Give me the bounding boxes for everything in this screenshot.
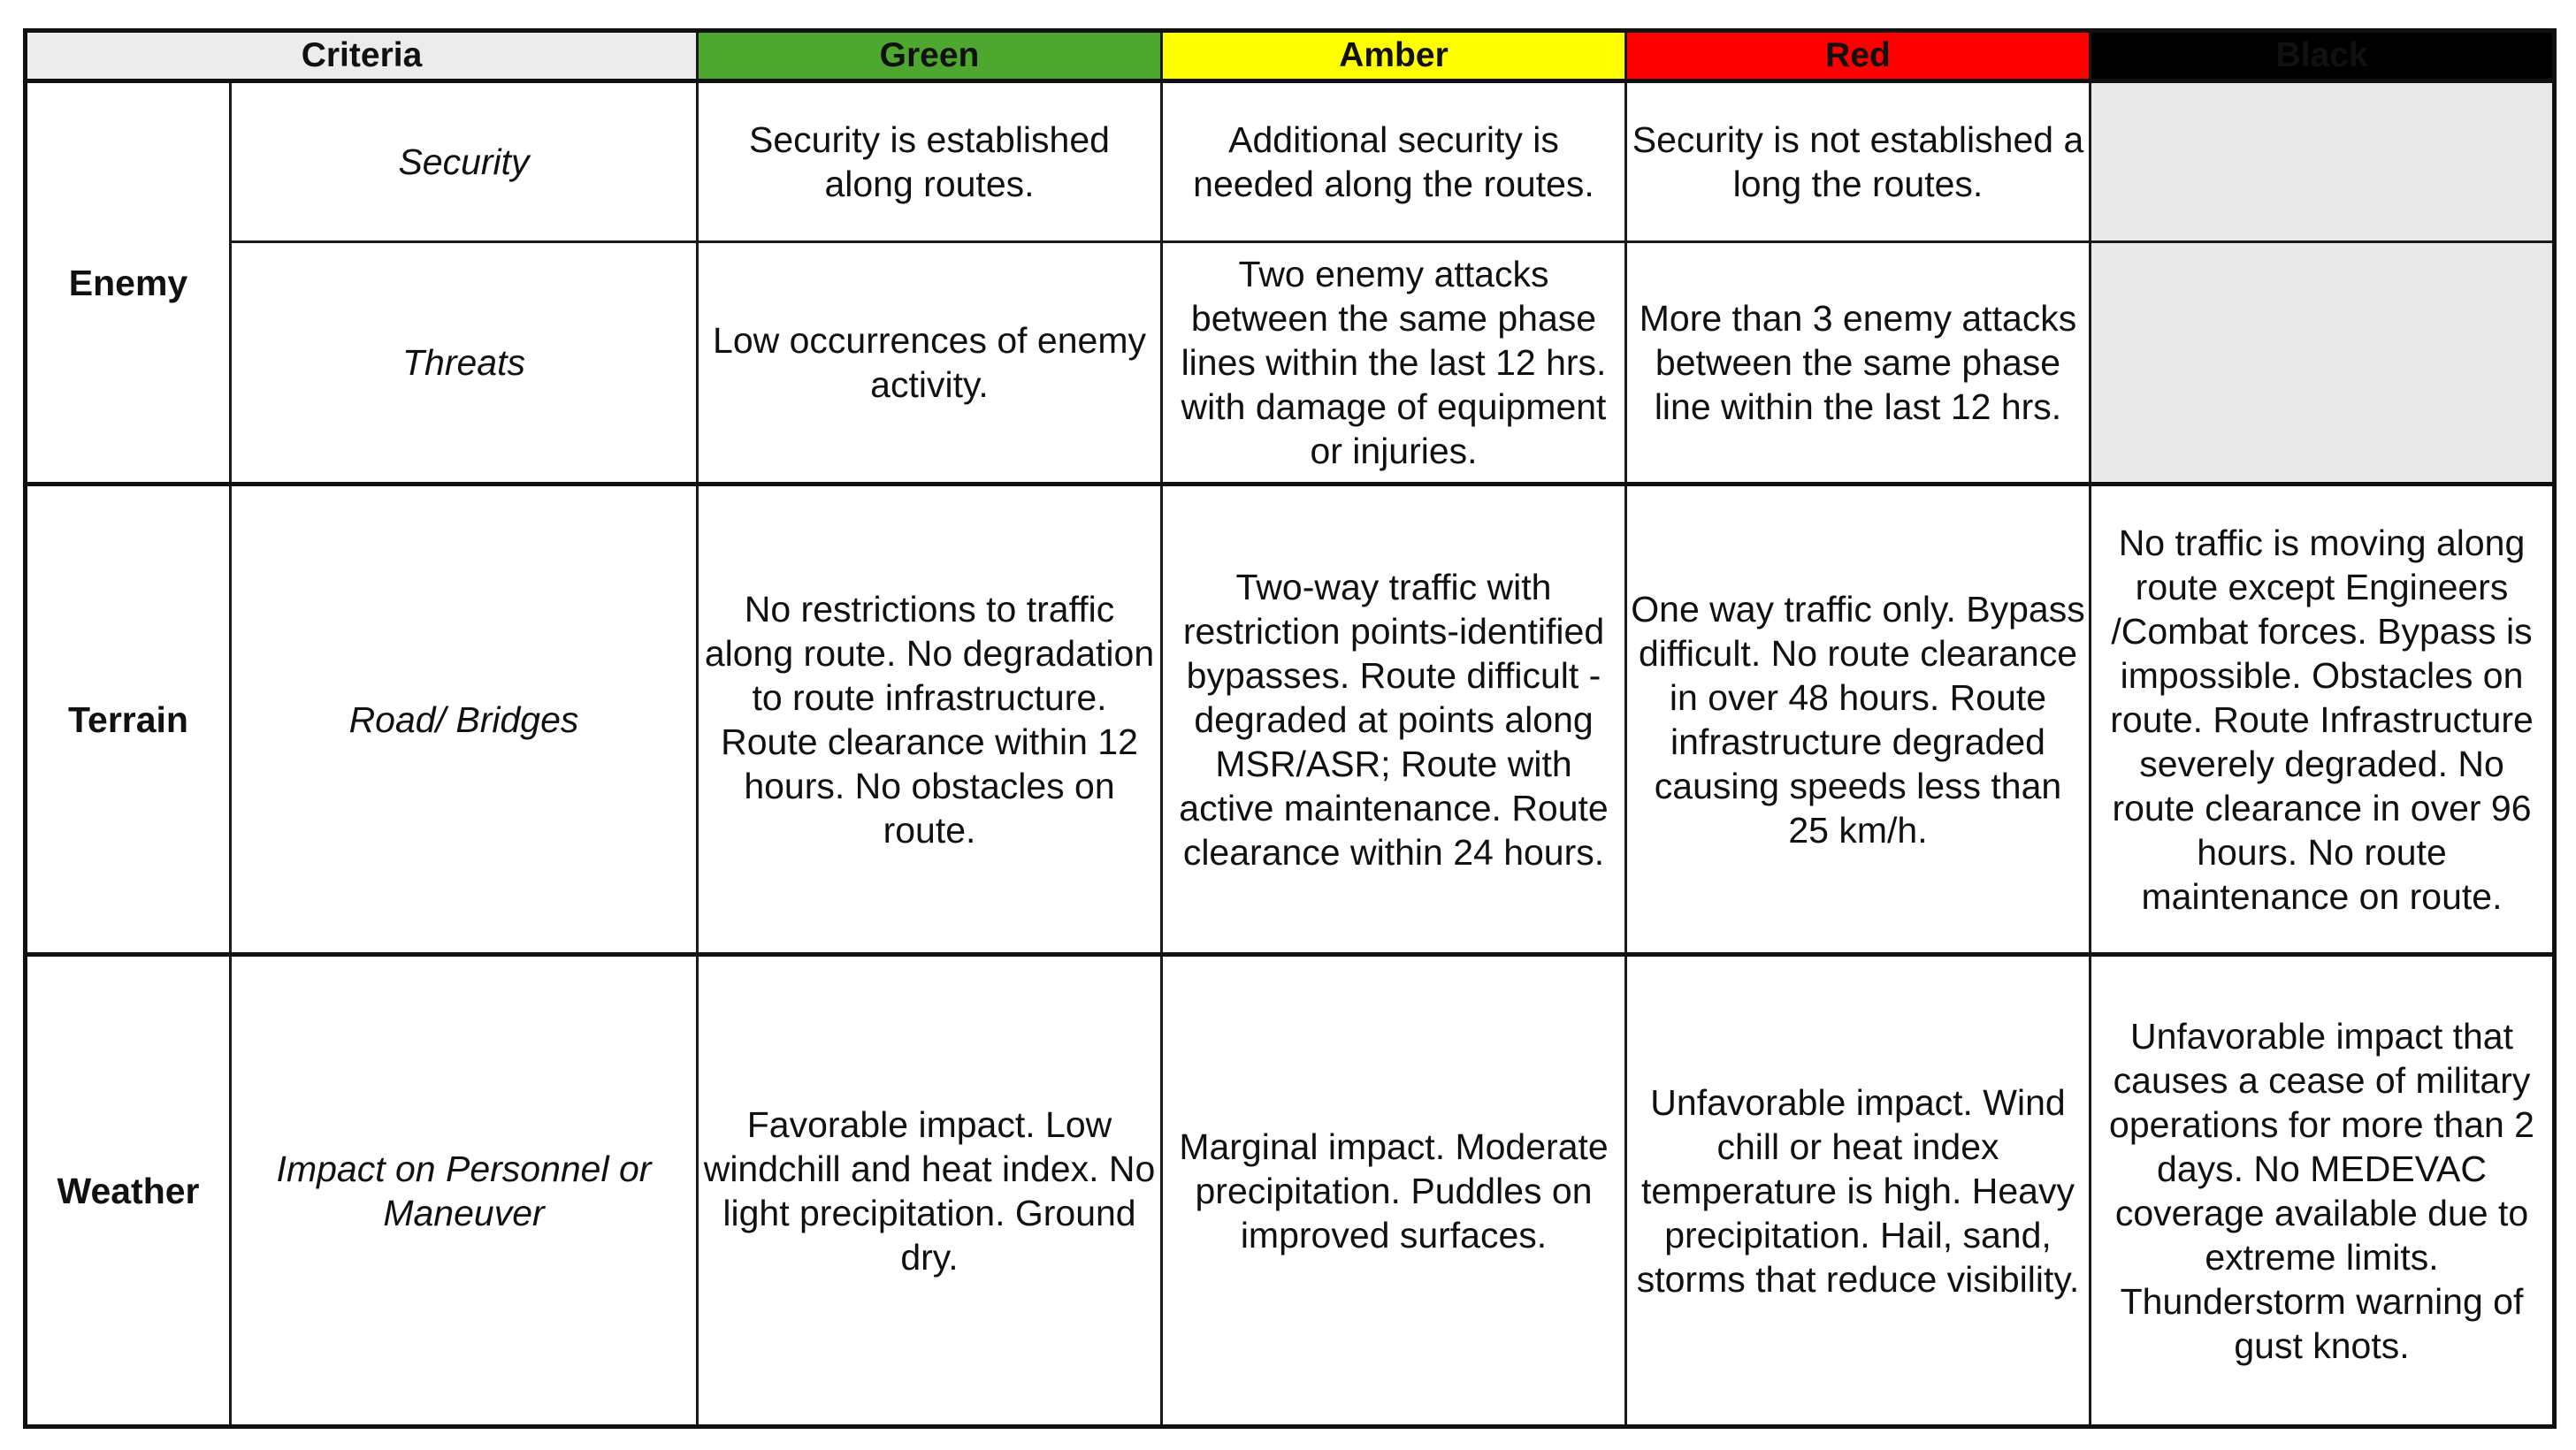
red-cell: Security is not established a long the routes. xyxy=(1626,81,2091,242)
table-row xyxy=(26,242,2555,485)
table-row xyxy=(26,485,2555,955)
category-enemy: Enemy xyxy=(26,81,231,485)
black-cell: Unfavorable impact that causes a cease of military operations for more than 2 days. No MEDEVAC coverage available due to extreme limits. Thunderstorm warning of gust knots. xyxy=(2091,955,2555,1427)
category-weather: Weather xyxy=(26,955,231,1427)
red-header: Red xyxy=(1626,31,2091,81)
factor-security: Security xyxy=(231,81,698,242)
black-cell-empty xyxy=(2091,242,2555,485)
black-cell-empty xyxy=(2091,81,2555,242)
factor-impact-personnel-maneuver: Impact on Personnel or Maneuver xyxy=(231,955,698,1427)
category-terrain: Terrain xyxy=(26,485,231,955)
criteria-header: Criteria xyxy=(26,31,698,81)
green-cell: Security is established along routes. xyxy=(698,81,1162,242)
table-row xyxy=(26,955,2555,1427)
red-cell: Unfavorable impact. Wind chill or heat index temperature is high. Heavy precipitation. Hail, sand, storms that reduce visibility. xyxy=(1626,955,2091,1427)
amber-header: Amber xyxy=(1162,31,1626,81)
amber-cell: Two-way traffic with restriction points-identified bypasses. Route difficult - degraded at points along MSR/ASR; Route with active maintenance. Route clearance within 24 hours. xyxy=(1162,485,1626,955)
amber-cell: Two enemy attacks between the same phase lines within the last 12 hrs. with damage of equipment or injuries. xyxy=(1162,242,1626,485)
table-row xyxy=(26,81,2555,242)
green-cell: No restrictions to traffic along route. No degradation to route infrastructure. Route clearance within 12 hours. No obstacles on route. xyxy=(698,485,1162,955)
green-header: Green xyxy=(698,31,1162,81)
amber-cell: Marginal impact. Moderate precipitation. Puddles on improved surfaces. xyxy=(1162,955,1626,1427)
red-cell: One way traffic only. Bypass difficult. No route clearance in over 48 hours. Route infrastructure degraded causing speeds less than 25 km/h. xyxy=(1626,485,2091,955)
factor-threats: Threats xyxy=(231,242,698,485)
green-cell: Low occurrences of enemy activity. xyxy=(698,242,1162,485)
red-cell: More than 3 enemy attacks between the same phase line within the last 12 hrs. xyxy=(1626,242,2091,485)
green-cell: Favorable impact. Low windchill and heat index. No light precipitation. Ground dry. xyxy=(698,955,1162,1427)
amber-cell: Additional security is needed along the routes. xyxy=(1162,81,1626,242)
black-header: Black xyxy=(2091,31,2555,81)
factor-road-bridges: Road/ Bridges xyxy=(231,485,698,955)
route-status-matrix xyxy=(23,28,2557,1429)
black-cell: No traffic is moving along route except Engineers /Combat forces. Bypass is impossible. Obstacles on route. Route Infrastructure severely degraded. No route clearance in over 96 hours. No route maintenance on route. xyxy=(2091,485,2555,955)
header-row xyxy=(26,31,2555,81)
